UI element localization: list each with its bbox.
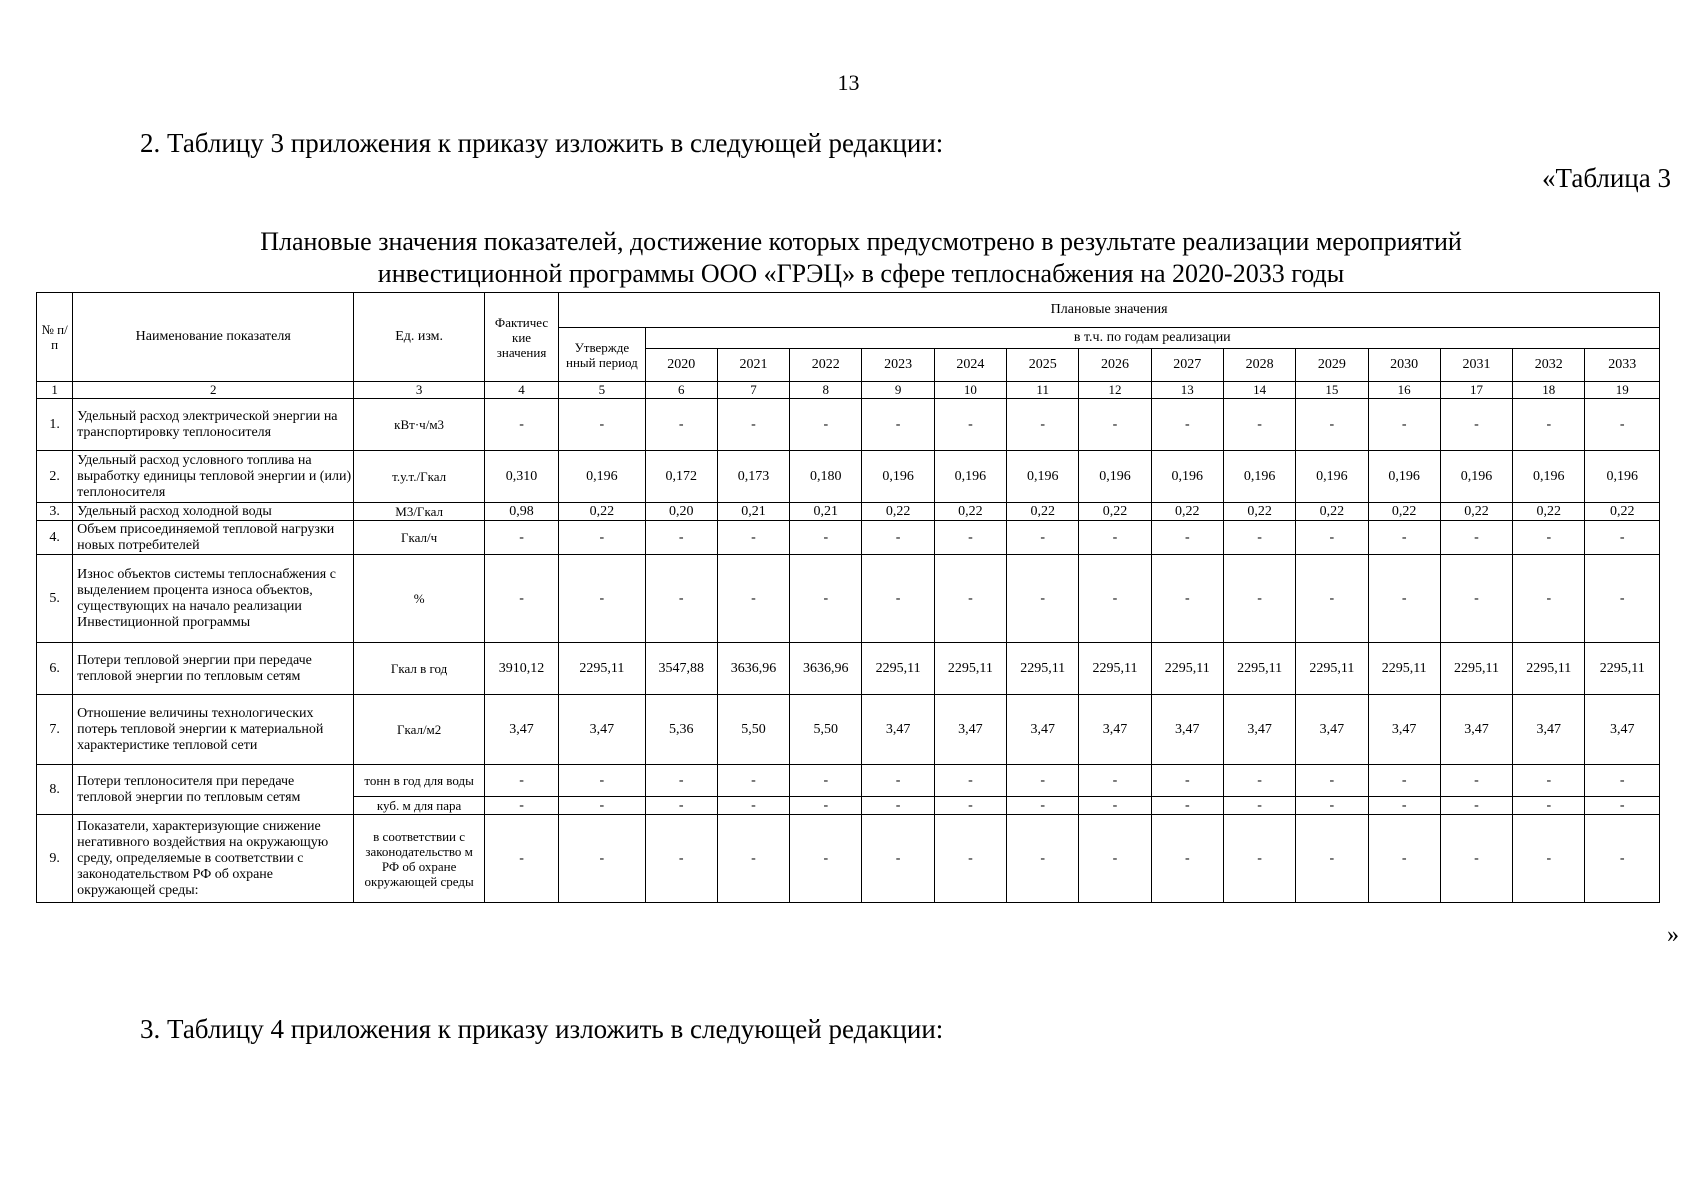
paragraph-3: 3. Таблицу 4 приложения к приказу изложить в следующей редакции:: [140, 1014, 944, 1044]
value-cell: -: [1151, 815, 1223, 903]
table-row: [37, 765, 1660, 797]
unit-cell: Гкал/ч: [354, 521, 485, 555]
row-number: 3.: [37, 503, 73, 521]
value-cell: 0,196: [559, 451, 645, 503]
value-cell: -: [484, 765, 558, 797]
value-cell: -: [645, 399, 717, 451]
table-row: [37, 815, 1660, 903]
value-cell: 0,22: [1223, 503, 1295, 521]
table-body: [37, 382, 1660, 903]
value-cell: -: [1296, 797, 1368, 815]
table-title-line-2: инвестиционной программы ООО «ГРЭЦ» в сфере теплоснабжения на 2020-2033 годы: [377, 259, 1345, 288]
value-cell: -: [1368, 399, 1440, 451]
value-cell: -: [1079, 765, 1151, 797]
value-cell: -: [1585, 815, 1660, 903]
value-cell: -: [1440, 555, 1512, 643]
value-cell: 2295,11: [1079, 643, 1151, 695]
value-cell: -: [1440, 797, 1512, 815]
value-cell: 2295,11: [1007, 643, 1079, 695]
header-year: 2020: [645, 349, 717, 382]
value-cell: 0,196: [1585, 451, 1660, 503]
header-year: 2024: [934, 349, 1006, 382]
value-cell: 0,22: [559, 503, 645, 521]
value-cell: -: [1079, 521, 1151, 555]
value-cell: -: [790, 521, 862, 555]
indicator-name: Износ объектов системы теплоснабжения с выделением процента износа объектов, существующих на начало реализации Инвестиционной программы: [73, 555, 354, 643]
value-cell: 3,47: [1079, 695, 1151, 765]
value-cell: -: [717, 815, 789, 903]
row-number: 8.: [37, 765, 73, 815]
value-cell: 0,20: [645, 503, 717, 521]
indicator-name: Удельный расход электрической энергии на транспортировку теплоносителя: [73, 399, 354, 451]
indicators-table: [36, 292, 1660, 903]
value-cell: 0,172: [645, 451, 717, 503]
value-cell: -: [1151, 797, 1223, 815]
header-unit: Ед. изм.: [354, 293, 485, 382]
indicator-name: Потери теплоносителя при передаче тепловой энергии по тепловым сетям: [73, 765, 354, 815]
header-year: 2023: [862, 349, 934, 382]
value-cell: -: [559, 521, 645, 555]
value-cell: -: [484, 521, 558, 555]
value-cell: -: [1585, 797, 1660, 815]
value-cell: -: [1513, 815, 1585, 903]
value-cell: -: [1007, 815, 1079, 903]
table-title: [36, 226, 1686, 290]
value-cell: 5,50: [790, 695, 862, 765]
value-cell: -: [484, 555, 558, 643]
value-cell: -: [559, 555, 645, 643]
value-cell: 2295,11: [862, 643, 934, 695]
column-numbers-row: [37, 382, 1660, 399]
closing-quote: »: [1667, 922, 1679, 948]
value-cell: 0,98: [484, 503, 558, 521]
value-cell: 3,47: [1296, 695, 1368, 765]
column-number: 13: [1151, 382, 1223, 399]
header-year: 2025: [1007, 349, 1079, 382]
value-cell: -: [1151, 399, 1223, 451]
column-number: 10: [934, 382, 1006, 399]
value-cell: -: [1296, 521, 1368, 555]
header-year: 2033: [1585, 349, 1660, 382]
value-cell: 0,21: [790, 503, 862, 521]
column-number: 12: [1079, 382, 1151, 399]
paragraph-2: 2. Таблицу 3 приложения к приказу изложить в следующей редакции:: [140, 128, 944, 158]
value-cell: -: [862, 399, 934, 451]
value-cell: -: [790, 399, 862, 451]
value-cell: -: [1223, 765, 1295, 797]
value-cell: 2295,11: [1368, 643, 1440, 695]
value-cell: -: [790, 765, 862, 797]
value-cell: 2295,11: [559, 643, 645, 695]
header-by-years: в т.ч. по годам реализации: [645, 328, 1659, 349]
value-cell: 0,22: [1151, 503, 1223, 521]
table-row: [37, 451, 1660, 503]
value-cell: 0,22: [1079, 503, 1151, 521]
value-cell: 3,47: [1585, 695, 1660, 765]
value-cell: -: [1440, 399, 1512, 451]
value-cell: -: [559, 815, 645, 903]
value-cell: 0,196: [862, 451, 934, 503]
value-cell: -: [1368, 555, 1440, 643]
value-cell: 3,47: [862, 695, 934, 765]
column-number: 17: [1440, 382, 1512, 399]
unit-cell: т.у.т./Гкал: [354, 451, 485, 503]
indicator-name: Объем присоединяемой тепловой нагрузки новых потребителей: [73, 521, 354, 555]
header-year: 2022: [790, 349, 862, 382]
value-cell: -: [862, 815, 934, 903]
value-cell: -: [717, 765, 789, 797]
value-cell: -: [717, 797, 789, 815]
value-cell: 2295,11: [1513, 643, 1585, 695]
unit-cell: в соответствии с законодательство м РФ об охране окружающей среды: [354, 815, 485, 903]
value-cell: -: [1007, 555, 1079, 643]
page-number: 13: [837, 70, 860, 95]
value-cell: -: [645, 797, 717, 815]
unit-cell: М3/Гкал: [354, 503, 485, 521]
value-cell: -: [790, 555, 862, 643]
table-row: [37, 521, 1660, 555]
value-cell: -: [1223, 555, 1295, 643]
value-cell: -: [862, 555, 934, 643]
value-cell: -: [934, 555, 1006, 643]
value-cell: 2295,11: [1585, 643, 1660, 695]
value-cell: -: [1513, 521, 1585, 555]
header-year: 2028: [1223, 349, 1295, 382]
unit-cell: кВт·ч/м3: [354, 399, 485, 451]
value-cell: -: [1296, 399, 1368, 451]
value-cell: 0,196: [934, 451, 1006, 503]
value-cell: -: [717, 399, 789, 451]
value-cell: 3,47: [559, 695, 645, 765]
value-cell: 0,22: [1296, 503, 1368, 521]
header-year: 2026: [1079, 349, 1151, 382]
header-year: 2021: [717, 349, 789, 382]
table-row: [37, 555, 1660, 643]
value-cell: -: [717, 555, 789, 643]
value-cell: 0,22: [1585, 503, 1660, 521]
column-number: 16: [1368, 382, 1440, 399]
column-number: 11: [1007, 382, 1079, 399]
table-row: [37, 399, 1660, 451]
value-cell: -: [1296, 815, 1368, 903]
value-cell: 3636,96: [790, 643, 862, 695]
value-cell: -: [559, 399, 645, 451]
value-cell: -: [645, 555, 717, 643]
value-cell: 0,196: [1296, 451, 1368, 503]
value-cell: -: [559, 765, 645, 797]
value-cell: 3910,12: [484, 643, 558, 695]
value-cell: -: [1007, 765, 1079, 797]
column-number: 9: [862, 382, 934, 399]
value-cell: 0,22: [862, 503, 934, 521]
value-cell: 2295,11: [934, 643, 1006, 695]
value-cell: 0,196: [1368, 451, 1440, 503]
unit-cell: Гкал в год: [354, 643, 485, 695]
unit-cell: куб. м для пара: [354, 797, 485, 815]
value-cell: -: [1223, 399, 1295, 451]
column-number: 4: [484, 382, 558, 399]
value-cell: -: [1585, 399, 1660, 451]
row-number: 7.: [37, 695, 73, 765]
column-number: 1: [37, 382, 73, 399]
value-cell: 0,196: [1151, 451, 1223, 503]
value-cell: -: [484, 815, 558, 903]
indicator-name: Удельный расход условного топлива на выработку единицы тепловой энергии и (или) теплоносителя: [73, 451, 354, 503]
value-cell: 2295,11: [1296, 643, 1368, 695]
header-approved: Утвержде нный период: [559, 328, 645, 382]
row-number: 1.: [37, 399, 73, 451]
indicator-name: Отношение величины технологических потерь тепловой энергии к материальной характеристике тепловой сети: [73, 695, 354, 765]
unit-cell: тонн в год для воды: [354, 765, 485, 797]
row-number: 6.: [37, 643, 73, 695]
value-cell: -: [1079, 797, 1151, 815]
column-number: 15: [1296, 382, 1368, 399]
value-cell: -: [862, 797, 934, 815]
column-number: 14: [1223, 382, 1295, 399]
value-cell: -: [790, 797, 862, 815]
value-cell: -: [1007, 399, 1079, 451]
value-cell: -: [559, 797, 645, 815]
value-cell: 0,22: [1368, 503, 1440, 521]
value-cell: -: [1585, 521, 1660, 555]
value-cell: -: [1007, 797, 1079, 815]
value-cell: 0,196: [1223, 451, 1295, 503]
indicator-name: Потери тепловой энергии при передаче тепловой энергии по тепловым сетям: [73, 643, 354, 695]
value-cell: -: [1440, 765, 1512, 797]
value-cell: -: [1368, 765, 1440, 797]
value-cell: -: [1223, 521, 1295, 555]
value-cell: -: [1296, 555, 1368, 643]
value-cell: -: [1151, 521, 1223, 555]
header-year: 2029: [1296, 349, 1368, 382]
value-cell: -: [1513, 797, 1585, 815]
column-number: 6: [645, 382, 717, 399]
column-number: 3: [354, 382, 485, 399]
value-cell: 3,47: [1223, 695, 1295, 765]
value-cell: -: [1079, 555, 1151, 643]
value-cell: -: [1513, 399, 1585, 451]
value-cell: 0,180: [790, 451, 862, 503]
value-cell: -: [1151, 765, 1223, 797]
value-cell: 3,47: [1368, 695, 1440, 765]
row-number: 5.: [37, 555, 73, 643]
table-reference: «Таблица 3: [1542, 163, 1671, 193]
value-cell: 0,310: [484, 451, 558, 503]
value-cell: 2295,11: [1223, 643, 1295, 695]
value-cell: -: [1079, 399, 1151, 451]
indicator-name: Удельный расход холодной воды: [73, 503, 354, 521]
table-row: [37, 643, 1660, 695]
value-cell: -: [862, 765, 934, 797]
column-number: 8: [790, 382, 862, 399]
column-number: 5: [559, 382, 645, 399]
value-cell: -: [1223, 815, 1295, 903]
value-cell: -: [934, 815, 1006, 903]
value-cell: -: [484, 399, 558, 451]
row-number: 2.: [37, 451, 73, 503]
value-cell: 3,47: [1007, 695, 1079, 765]
value-cell: -: [1223, 797, 1295, 815]
row-number: 9.: [37, 815, 73, 903]
value-cell: -: [790, 815, 862, 903]
value-cell: -: [1368, 797, 1440, 815]
value-cell: -: [1513, 765, 1585, 797]
value-cell: 0,22: [1007, 503, 1079, 521]
value-cell: 3,47: [484, 695, 558, 765]
value-cell: -: [934, 797, 1006, 815]
unit-cell: Гкал/м2: [354, 695, 485, 765]
value-cell: -: [645, 815, 717, 903]
value-cell: -: [1513, 555, 1585, 643]
table-title-line-1: Плановые значения показателей, достижение которых предусмотрено в результате реализации мероприятий: [260, 227, 1462, 256]
value-cell: -: [1079, 815, 1151, 903]
value-cell: 0,196: [1513, 451, 1585, 503]
value-cell: -: [645, 765, 717, 797]
value-cell: -: [934, 765, 1006, 797]
header-year: 2027: [1151, 349, 1223, 382]
value-cell: 0,196: [1007, 451, 1079, 503]
value-cell: -: [1007, 521, 1079, 555]
header-actual: Фактичес кие значения: [484, 293, 558, 382]
value-cell: 3,47: [934, 695, 1006, 765]
value-cell: -: [1296, 765, 1368, 797]
value-cell: -: [1440, 521, 1512, 555]
value-cell: 3547,88: [645, 643, 717, 695]
unit-cell: %: [354, 555, 485, 643]
value-cell: -: [1585, 765, 1660, 797]
value-cell: 3,47: [1440, 695, 1512, 765]
value-cell: -: [1585, 555, 1660, 643]
header-name: Наименование показателя: [73, 293, 354, 382]
value-cell: -: [1440, 815, 1512, 903]
value-cell: -: [862, 521, 934, 555]
header-year: 2032: [1513, 349, 1585, 382]
value-cell: 0,21: [717, 503, 789, 521]
column-number: 2: [73, 382, 354, 399]
header-num: № п/п: [37, 293, 73, 382]
column-number: 19: [1585, 382, 1660, 399]
value-cell: -: [1368, 521, 1440, 555]
indicator-name: Показатели, характеризующие снижение негативного воздействия на окружающую среду, определяемые в соответствии с законодательством РФ об охране окружающей среды:: [73, 815, 354, 903]
column-number: 7: [717, 382, 789, 399]
value-cell: -: [1151, 555, 1223, 643]
value-cell: -: [1368, 815, 1440, 903]
value-cell: 0,22: [1440, 503, 1512, 521]
value-cell: 3,47: [1513, 695, 1585, 765]
value-cell: 0,196: [1079, 451, 1151, 503]
value-cell: 5,36: [645, 695, 717, 765]
value-cell: -: [645, 521, 717, 555]
value-cell: 0,22: [1513, 503, 1585, 521]
value-cell: 0,173: [717, 451, 789, 503]
value-cell: 3636,96: [717, 643, 789, 695]
value-cell: -: [717, 521, 789, 555]
row-number: 4.: [37, 521, 73, 555]
value-cell: 0,22: [934, 503, 1006, 521]
header-year: 2031: [1440, 349, 1512, 382]
value-cell: 2295,11: [1151, 643, 1223, 695]
value-cell: 5,50: [717, 695, 789, 765]
column-number: 18: [1513, 382, 1585, 399]
table-row: [37, 503, 1660, 521]
table-header: [37, 293, 1660, 382]
table-row: [37, 695, 1660, 765]
value-cell: 2295,11: [1440, 643, 1512, 695]
value-cell: -: [934, 521, 1006, 555]
value-cell: 0,196: [1440, 451, 1512, 503]
value-cell: -: [484, 797, 558, 815]
header-year: 2030: [1368, 349, 1440, 382]
header-planned: Плановые значения: [559, 293, 1660, 328]
value-cell: 3,47: [1151, 695, 1223, 765]
value-cell: -: [934, 399, 1006, 451]
